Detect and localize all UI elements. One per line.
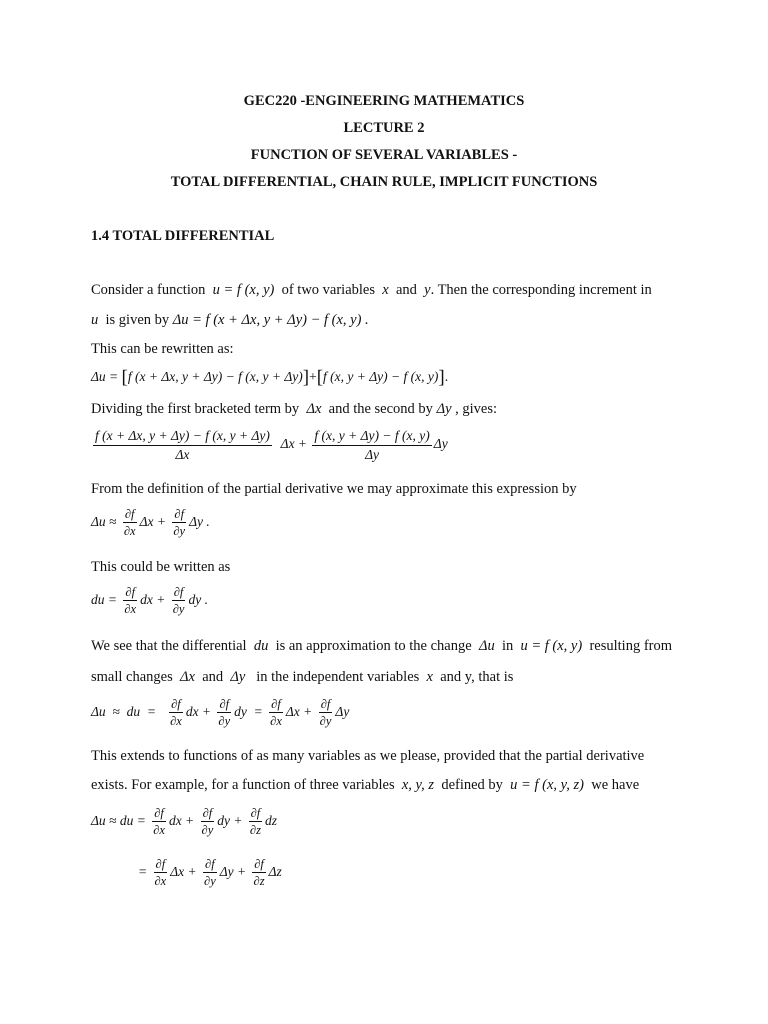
math-inline: du	[250, 638, 272, 654]
math-inline: Δy	[436, 401, 452, 417]
text-segment: , gives:	[455, 401, 498, 417]
math-inline: y	[420, 282, 431, 298]
text-segment: . Then the corresponding increment in	[430, 282, 652, 298]
equation-approx-2: Δu ≈ du = $\frac{\partial f}{\partial x}$ dx + $\frac{\partial f}{\partial y}$ dy = $\frac{\partial f}{\partial x}$ Δx + $\frac{\partial f}{\partial y}$ Δy	[91, 697, 350, 729]
text-segment: of two variables	[281, 282, 376, 298]
text-segment: we have	[591, 777, 640, 793]
paragraph-line: This could be written as	[91, 559, 231, 575]
paragraph-line	[91, 777, 639, 794]
paragraph-line: This can be rewritten as:	[91, 341, 234, 357]
text-segment: and the second by	[328, 401, 433, 417]
math-inline: Δu	[475, 638, 499, 654]
math-inline: u = f (x, y)	[516, 638, 586, 654]
course-title: GEC220 -ENGINEERING MATHEMATICS	[243, 93, 525, 109]
math-inline: x	[378, 282, 393, 298]
paragraph-line	[91, 638, 672, 655]
paragraph-line: This extends to functions of as many variables as we please, provided that the partial derivative	[91, 748, 645, 764]
math-inline: x	[422, 669, 437, 685]
section-heading: 1.4 TOTAL DIFFERENTIAL	[91, 228, 275, 244]
math-inline: Δx	[176, 669, 199, 685]
math-inline: u = f (x, y, z)	[506, 777, 588, 793]
paragraph-line	[91, 312, 369, 329]
equation-rewritten: Δu = [f (x + Δx, y + Δy) − f (x, y + Δy)]+[f (x, y + Δy) − f (x, y)].	[91, 367, 449, 388]
text-segment: in the independent variables	[256, 669, 420, 685]
text-segment: is an approximation to the change	[275, 638, 472, 654]
lecture-topic-2: TOTAL DIFFERENTIAL, CHAIN RULE, IMPLICIT FUNCTIONS	[170, 174, 598, 190]
paragraph-line	[91, 669, 513, 686]
math-inline: u = f (x, y)	[209, 282, 278, 298]
math-inline: u	[91, 312, 102, 328]
equation-three-var-2: = $\frac{\partial f}{\partial x}$ Δx + $\frac{\partial f}{\partial y}$ Δy + $\frac{\partial f}{\partial z}$ Δz	[138, 857, 282, 889]
equation-three-var-1: Δu ≈ du = $\frac{\partial f}{\partial x}$ dx + $\frac{\partial f}{\partial y}$ dy + $\frac{\partial f}{\partial z}$ dz	[91, 806, 277, 838]
text-segment: resulting from	[589, 638, 673, 654]
text-segment: Dividing the first bracketed term by	[91, 401, 300, 417]
text-segment: in	[501, 638, 514, 654]
text-segment: exists. For example, for a function of three variables	[91, 777, 395, 793]
text-segment: Consider a function	[91, 282, 206, 298]
math-inline: Δy	[226, 669, 253, 685]
text-segment: and y, that is	[440, 669, 514, 685]
paragraph-line	[91, 282, 652, 299]
paragraph-line: From the definition of the partial derivative we may approximate this expression by	[91, 481, 577, 497]
text-segment: and	[395, 282, 417, 298]
lecture-number: LECTURE 2	[343, 120, 425, 136]
text-segment: We see that the differential	[91, 638, 247, 654]
math-inline: Δu = f (x + Δx, y + Δy) − f (x, y) .	[172, 312, 369, 328]
equation-divided: $\frac{f (x + \Delta x, y + \Delta y) - f (x, y + \Delta y)}{\Delta x}$ Δx + $\frac{f (x, y + \Delta y) - f (x, y)}{\Delta y}$ Δy	[95, 428, 448, 462]
math-inline: x, y, z	[398, 777, 438, 793]
text-segment: and	[202, 669, 224, 685]
equation-approx-1: Δu ≈ $\frac{\partial f}{\partial x}$ Δx + $\frac{\partial f}{\partial y}$ Δy .	[91, 507, 210, 539]
math-inline: Δx	[302, 401, 326, 417]
text-segment: small changes	[91, 669, 173, 685]
lecture-topic-1: FUNCTION OF SEVERAL VARIABLES -	[250, 147, 518, 163]
text-segment: defined by	[441, 777, 503, 793]
paragraph-line	[91, 401, 497, 418]
equation-du: du = $\frac{\partial f}{\partial x}$ dx + $\frac{\partial f}{\partial y}$ dy .	[91, 585, 208, 617]
text-segment: is given by	[105, 312, 170, 328]
